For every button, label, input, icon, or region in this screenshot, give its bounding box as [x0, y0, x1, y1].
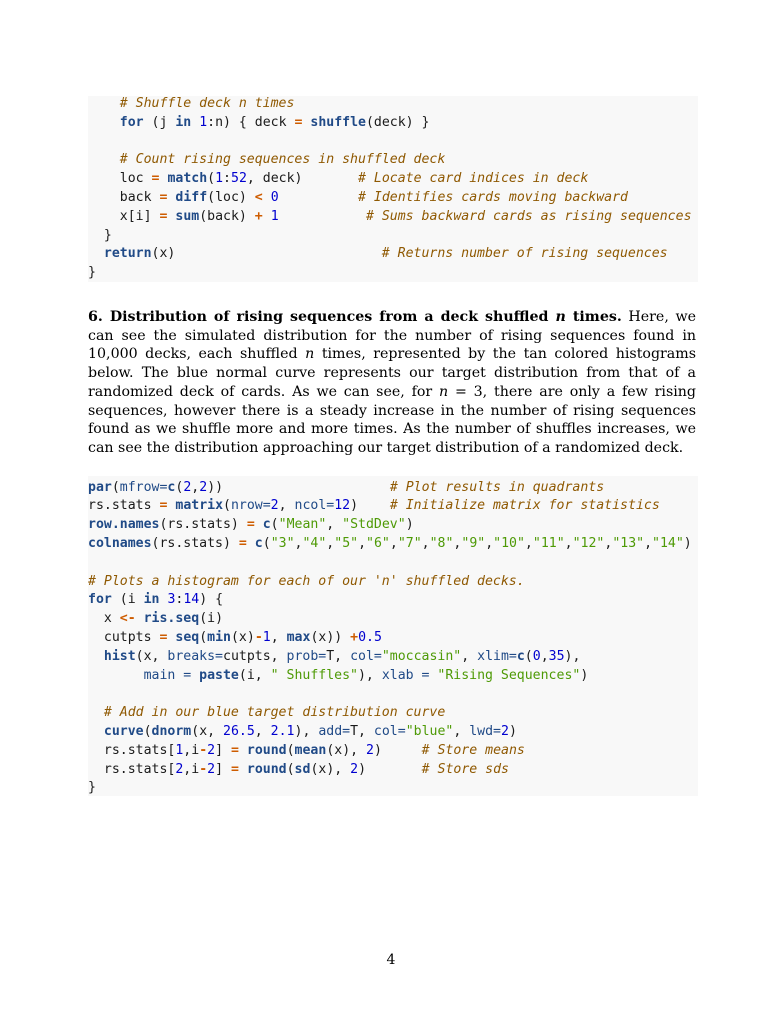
- code-token: 2: [366, 742, 374, 758]
- code-token: # Initialize matrix for statistics: [389, 498, 660, 514]
- code-token: rs.stats[: [88, 761, 176, 777]
- code-token: ): [358, 761, 422, 777]
- code-token: }: [88, 265, 96, 281]
- code-token: ),: [357, 667, 382, 683]
- code-token: 12: [334, 498, 351, 514]
- code-token: "4": [302, 535, 327, 551]
- code-token: (: [199, 629, 208, 645]
- code-token: col=: [350, 648, 382, 664]
- code-token: c: [167, 479, 176, 495]
- code-line: [88, 703, 445, 722]
- code-token: [255, 517, 263, 532]
- code-token: "StdDev": [342, 517, 406, 533]
- code-token: cutpts: [88, 629, 160, 645]
- code-token: dnorm: [151, 723, 192, 739]
- code-token: }: [88, 227, 112, 243]
- code-line: [88, 226, 112, 245]
- code-token: # Shuffle deck n times: [119, 96, 295, 111]
- code-token: add=: [318, 723, 351, 739]
- code-token: # Sums backward cards as rising sequences: [365, 208, 692, 224]
- code-token: ,: [644, 535, 653, 551]
- code-token: (x),: [310, 761, 351, 777]
- code-token: # Locate card indices in deck: [358, 171, 589, 187]
- code-token: ris.seq: [143, 611, 200, 627]
- code-token: (: [270, 517, 279, 533]
- code-token: (: [524, 648, 533, 664]
- code-token: [88, 649, 104, 664]
- code-token: (: [286, 742, 295, 758]
- code-token: diff: [175, 190, 208, 205]
- code-line: [88, 150, 445, 169]
- code-token: ): [373, 742, 422, 758]
- code-token: hist: [103, 648, 136, 664]
- code-token: (loc): [207, 190, 255, 205]
- code-token: # Returns number of rising sequences: [381, 246, 668, 262]
- code-token: (x,: [135, 648, 168, 664]
- code-token: (back): [199, 208, 255, 224]
- code-token: round: [246, 761, 287, 777]
- code-token: [279, 209, 366, 224]
- code-token: 2: [207, 761, 216, 777]
- code-token: [263, 190, 271, 205]
- code-token: ): [350, 498, 390, 514]
- code-token: in: [143, 592, 160, 608]
- code-line: [88, 647, 580, 666]
- code-token: 2: [270, 498, 279, 514]
- code-token: ,: [564, 535, 573, 551]
- code-line: [88, 496, 660, 515]
- code-token: "14": [652, 535, 684, 551]
- body-text-3: = 3, there are only a few rising sequences, however there is a steady increase in the number of rising sequences found as we shuffle more and more times. As the number of shuffles increases, we can see the distribution approaching our target distribution of a randomized deck.: [88, 383, 697, 456]
- code-token: =: [246, 517, 255, 533]
- code-token: [88, 724, 104, 739]
- code-token: "Rising Sequences": [437, 667, 581, 683]
- code-token: 0.5: [358, 629, 382, 645]
- code-token: ]: [215, 742, 231, 758]
- code-line: [88, 207, 692, 226]
- code-block-histogram-plot: [88, 476, 698, 796]
- code-token: ,: [453, 723, 470, 739]
- code-line: [88, 741, 525, 760]
- code-token: 1: [175, 742, 184, 758]
- code-token: T,: [326, 648, 351, 664]
- code-token: cutpts,: [223, 648, 287, 664]
- code-token: :n) { deck: [207, 114, 295, 130]
- code-token: sd: [294, 761, 311, 777]
- code-token: c: [254, 535, 263, 551]
- code-token: 1: [215, 171, 224, 187]
- code-token: "8": [429, 535, 454, 551]
- code-token: ,: [270, 629, 287, 645]
- page-number: 4: [386, 952, 396, 968]
- heading-math-n: n: [555, 309, 566, 325]
- code-block-shuffle-function-end: [88, 96, 698, 282]
- code-token: }: [88, 780, 96, 796]
- code-token: matrix: [175, 498, 224, 514]
- code-line: [88, 609, 223, 628]
- code-token: =: [159, 629, 168, 645]
- code-token: ,: [278, 498, 295, 514]
- code-token: (x,: [191, 723, 224, 739]
- code-token: "Mean": [278, 517, 327, 533]
- code-token: shuffle: [310, 114, 366, 130]
- code-token: ncol=: [294, 498, 335, 514]
- code-line: [88, 778, 96, 797]
- code-token: (x),: [326, 742, 367, 758]
- code-token: 2: [350, 761, 359, 777]
- code-token: ,: [326, 535, 335, 551]
- code-token: 35: [548, 648, 565, 664]
- code-token: (: [262, 535, 271, 551]
- code-token: 2: [183, 479, 192, 495]
- code-token: ,: [485, 535, 494, 551]
- code-token: "6": [366, 535, 390, 551]
- code-token: (: [207, 171, 216, 187]
- code-token: , deck): [246, 171, 359, 187]
- code-token: 52: [231, 171, 247, 187]
- heading-text: 6. Distribution of rising sequences from a deck shuffled: [88, 309, 556, 325]
- code-token: (i,: [238, 667, 271, 683]
- code-token: [88, 96, 120, 111]
- code-token: mean: [294, 742, 327, 758]
- code-token: )): [207, 479, 390, 495]
- code-token: x[i]: [88, 208, 160, 224]
- code-token: =: [230, 761, 239, 777]
- code-token: (i): [199, 611, 224, 627]
- code-token: for: [119, 114, 144, 130]
- code-token: # Plots a histogram for each of our 'n' shuffled decks.: [88, 573, 525, 589]
- code-token: "10": [493, 535, 525, 551]
- code-token: ),: [294, 723, 319, 739]
- code-line: [88, 169, 588, 188]
- code-line: [88, 666, 588, 685]
- code-token: xlab =: [381, 667, 430, 683]
- code-token: par: [88, 479, 112, 495]
- code-token: 0: [532, 648, 541, 664]
- code-token: ): [508, 723, 517, 739]
- code-token: :: [175, 592, 184, 608]
- code-token: "12": [572, 535, 605, 551]
- code-token: "moccasin": [381, 648, 462, 664]
- code-token: 14: [183, 592, 200, 608]
- code-token: in: [175, 114, 192, 130]
- code-token: :: [223, 171, 231, 187]
- code-line: [88, 188, 628, 207]
- code-token: row.names: [88, 517, 160, 533]
- code-token: 26.5: [223, 723, 255, 739]
- code-token: main =: [143, 667, 192, 683]
- code-token: -: [199, 761, 208, 777]
- code-token: "7": [397, 535, 422, 551]
- code-token: [247, 536, 255, 551]
- code-token: +: [254, 208, 263, 224]
- code-token: (: [175, 479, 184, 495]
- code-line: [88, 113, 430, 132]
- code-token: sum: [175, 208, 200, 224]
- code-token: round: [246, 742, 287, 758]
- code-token: [279, 190, 358, 205]
- code-token: ,: [326, 517, 343, 533]
- code-token: =: [151, 171, 160, 187]
- code-token: 2: [175, 761, 184, 777]
- code-token: nrow=: [230, 498, 271, 514]
- code-line: [88, 722, 517, 741]
- code-token: (deck) }: [365, 114, 430, 130]
- code-token: [88, 246, 104, 261]
- code-token: rs.stats[: [88, 742, 176, 758]
- code-token: =: [159, 498, 168, 514]
- code-token: =: [294, 114, 303, 130]
- code-token: (x)): [310, 629, 351, 645]
- code-token: <: [254, 190, 263, 205]
- code-line: [88, 628, 382, 647]
- code-token: [191, 668, 199, 683]
- code-token: 3: [167, 592, 176, 608]
- code-token: [239, 743, 247, 758]
- code-token: =: [238, 535, 247, 551]
- code-token: ,: [604, 535, 613, 551]
- code-line: [88, 478, 604, 497]
- code-token: ),: [564, 648, 581, 664]
- code-token: "5": [334, 535, 359, 551]
- code-token: rs.stats: [88, 498, 160, 514]
- code-token: =: [159, 190, 168, 205]
- code-token: prob=: [286, 648, 327, 664]
- body-text-2: times, represented by the tan colored histograms below. The blue normal curve represents our target distribution from that of a randomized deck of cards. As we can see, for: [88, 346, 696, 400]
- section-6-paragraph: [88, 308, 696, 458]
- code-token: (x): [151, 246, 382, 262]
- code-token: [88, 705, 104, 720]
- code-token: =: [230, 742, 239, 758]
- code-token: 1: [199, 114, 208, 130]
- code-token: return: [103, 246, 152, 262]
- code-token: +: [350, 629, 359, 645]
- section-6-heading: [88, 309, 622, 325]
- code-token: (x): [230, 629, 255, 645]
- code-line: [88, 263, 96, 282]
- code-token: ,i: [183, 761, 200, 777]
- code-token: # Store sds: [421, 761, 509, 777]
- code-token: 2: [199, 479, 208, 495]
- code-token: c: [516, 648, 525, 664]
- code-token: ,: [358, 535, 367, 551]
- code-token: col=: [373, 723, 406, 739]
- code-token: ,: [421, 535, 430, 551]
- code-token: x: [88, 611, 120, 627]
- code-token: [239, 762, 247, 777]
- code-token: # Add in our blue target distribution curve: [103, 705, 446, 721]
- code-token: ): [683, 535, 692, 551]
- code-token: -: [254, 629, 263, 645]
- code-token: [88, 152, 120, 167]
- code-token: # Count rising sequences in shuffled deck: [119, 152, 446, 168]
- code-token: -: [199, 742, 208, 758]
- heading-suffix: times.: [565, 309, 622, 325]
- code-token: xlim=: [477, 648, 517, 664]
- code-token: # Plot results in quadrants: [389, 479, 605, 495]
- code-token: (rs.stats): [151, 535, 239, 551]
- code-line: [88, 94, 294, 113]
- code-token: 1: [270, 208, 279, 224]
- code-line: [88, 590, 223, 609]
- code-token: 2: [500, 723, 509, 739]
- code-token: " Shuffles": [270, 667, 358, 683]
- code-token: "13": [612, 535, 645, 551]
- code-token: paste: [199, 667, 239, 683]
- code-token: max: [286, 629, 311, 645]
- code-line: [88, 534, 692, 553]
- code-token: # Store means: [421, 742, 525, 758]
- code-token: 2: [207, 742, 216, 758]
- code-token: [191, 115, 199, 130]
- code-token: ,: [453, 535, 462, 551]
- code-token: back: [88, 190, 160, 205]
- code-line: [88, 515, 414, 534]
- code-token: mfrow=: [119, 479, 168, 495]
- code-token: "9": [461, 535, 486, 551]
- code-token: 2.1: [270, 723, 295, 739]
- code-token: min: [207, 629, 231, 645]
- code-token: T,: [350, 723, 374, 739]
- code-token: (: [143, 723, 152, 739]
- code-token: lwd=: [469, 723, 501, 739]
- code-token: ): [405, 517, 414, 533]
- code-token: (: [286, 761, 295, 777]
- code-token: ,: [389, 535, 398, 551]
- code-token: ,: [461, 648, 478, 664]
- code-token: (j: [143, 114, 176, 130]
- code-token: 0: [270, 190, 279, 205]
- code-token: ]: [215, 761, 231, 777]
- code-token: "blue": [405, 723, 454, 739]
- code-token: [136, 611, 144, 626]
- code-line: [88, 760, 509, 779]
- code-token: ): [580, 667, 589, 683]
- code-token: (: [223, 498, 231, 514]
- code-token: (rs.stats): [159, 517, 247, 533]
- code-token: colnames: [88, 535, 152, 551]
- code-line: [88, 244, 668, 263]
- code-token: "3": [270, 535, 295, 551]
- code-token: # Identifies cards moving backward: [358, 190, 628, 205]
- code-token: ) {: [199, 592, 224, 608]
- code-token: 1: [262, 629, 271, 645]
- body-math-n-1: n: [305, 346, 315, 363]
- code-token: ,i: [183, 742, 200, 758]
- code-token: "11": [532, 535, 565, 551]
- code-token: ,: [191, 479, 200, 495]
- code-token: [88, 115, 120, 130]
- code-token: (i: [111, 592, 144, 608]
- code-token: c: [262, 517, 271, 533]
- code-token: (: [111, 479, 120, 495]
- code-token: match: [167, 171, 208, 187]
- code-token: =: [159, 208, 168, 224]
- code-token: <-: [119, 611, 136, 627]
- code-token: for: [88, 592, 112, 608]
- code-token: loc: [88, 171, 152, 187]
- body-math-n-2: n: [438, 383, 449, 400]
- code-token: [88, 668, 144, 683]
- body-text-1: Here, we can see the simulated distribution for the number of rising sequences found in 10,000 decks, each shuffled: [88, 309, 696, 363]
- code-token: [263, 209, 271, 224]
- code-token: seq: [175, 629, 200, 645]
- code-token: breaks=: [167, 648, 223, 664]
- code-line: [88, 572, 525, 591]
- code-token: ,: [254, 723, 271, 739]
- code-token: curve: [103, 723, 144, 739]
- code-token: ,: [524, 535, 533, 551]
- code-token: ,: [540, 648, 549, 664]
- code-token: ,: [294, 535, 303, 551]
